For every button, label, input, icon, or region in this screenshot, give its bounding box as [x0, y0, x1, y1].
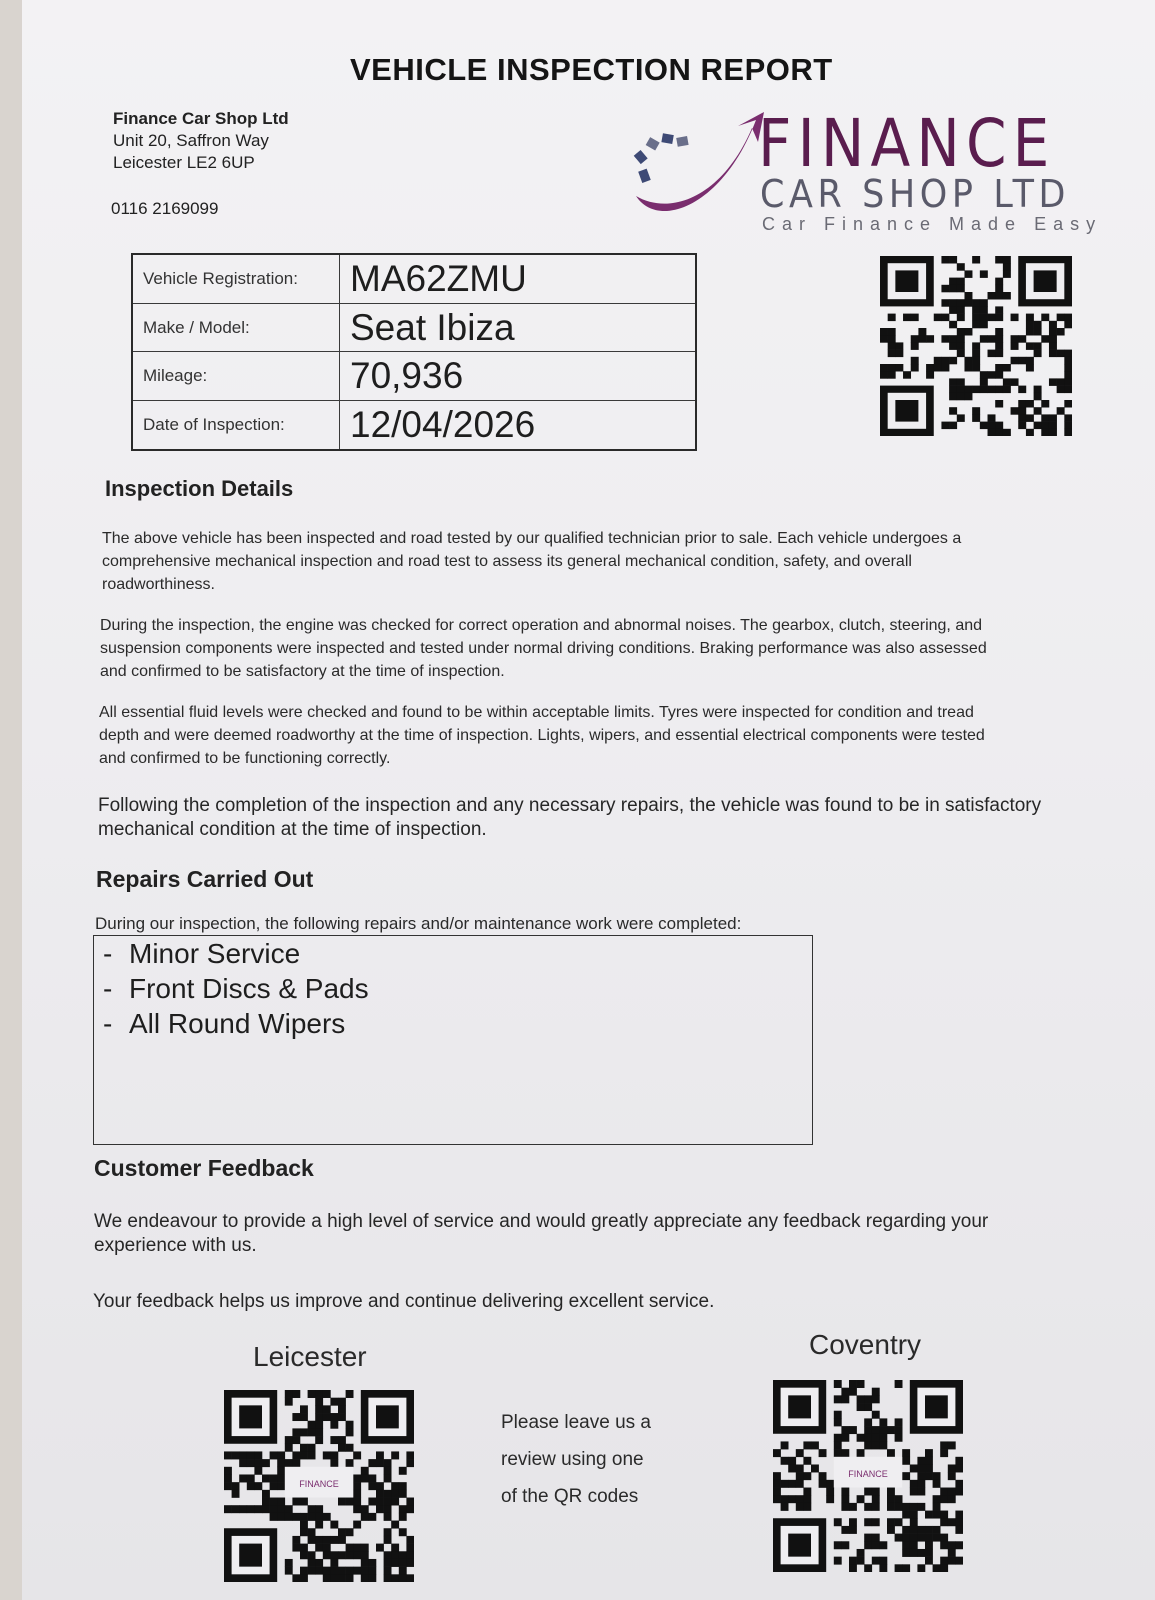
qr-logo-text: FINANCE: [848, 1468, 888, 1479]
repair-item-text: Front Discs & Pads: [129, 973, 369, 1004]
feedback-paragraph-2: Your feedback helps us improve and continue delivering excellent service.: [93, 1291, 715, 1312]
review-prompt: [501, 1404, 651, 1515]
address-line-1: Unit 20, Saffron Way: [113, 131, 269, 150]
paragraph-line: Following the completion of the inspection and any necessary repairs, the vehicle was found to be in satisfactory: [98, 795, 1042, 816]
make-model-value: Seat Ibiza: [340, 303, 697, 352]
paragraph-line: During the inspection, the engine was checked for correct operation and abnormal noises. The gearbox, clutch, steering, and: [100, 617, 983, 634]
table-row: [132, 303, 696, 352]
report-title: VEHICLE INSPECTION REPORT: [350, 52, 833, 87]
paragraph-line: All essential fluid levels were checked and found to be within acceptable limits. Tyres were inspected for condition and tread: [99, 704, 974, 721]
mileage-label: Mileage:: [132, 352, 340, 401]
leicester-qr-code-icon: [224, 1390, 414, 1582]
paragraph-line: and confirmed to be functioning correctly.: [99, 750, 391, 767]
company-address: [113, 108, 289, 174]
qr-code-icon: [880, 256, 1072, 436]
company-phone: 0116 2169099: [111, 199, 219, 218]
list-dash: -: [103, 1008, 113, 1039]
feedback-paragraph-1: [94, 1210, 1104, 1258]
vehicle-details-table: [131, 253, 697, 451]
coventry-label: Coventry: [809, 1329, 922, 1360]
mileage-value: 70,936: [340, 352, 697, 401]
inspection-date-value: 12/04/2026: [340, 401, 697, 450]
list-dash: -: [103, 973, 113, 1004]
inspection-paragraph-3: [99, 701, 1099, 770]
logo-word-finance: FINANCE: [758, 105, 1056, 182]
paragraph-line: experience with us.: [94, 1235, 257, 1256]
paragraph-line: suspension components were inspected and tested under normal driving conditions. Braking performance was also assessed: [100, 640, 987, 657]
repair-item-text: All Round Wipers: [129, 1008, 346, 1039]
vehicle-registration-value: MA62ZMU: [340, 254, 697, 303]
inspection-paragraph-4: [98, 794, 1108, 842]
review-line: of the QR codes: [501, 1486, 639, 1507]
list-item: [94, 1006, 812, 1041]
repairs-heading: Repairs Carried Out: [96, 866, 314, 892]
table-row: [132, 254, 696, 303]
paragraph-line: roadworthiness.: [102, 576, 215, 593]
list-item: [94, 936, 812, 971]
paragraph-line: comprehensive mechanical inspection and road test to assess its general mechanical condition, safety, and overall: [102, 553, 912, 570]
inspection-paragraph-2: [100, 614, 1100, 683]
leicester-label: Leicester: [253, 1341, 367, 1372]
paragraph-line: depth and were deemed roadworthy at the time of inspection. Lights, wipers, and essential electrical components were tested: [99, 727, 985, 744]
address-line-2: Leicester LE2 6UP: [113, 153, 255, 172]
company-name: Finance Car Shop Ltd: [113, 109, 289, 128]
logo-swoosh-icon: [618, 112, 768, 222]
list-dash: -: [103, 938, 113, 969]
qr-logo-text: FINANCE: [299, 1478, 339, 1489]
table-row: [132, 352, 696, 401]
paragraph-line: The above vehicle has been inspected and road tested by our qualified technician prior to sale. Each vehicle undergoes a: [102, 530, 962, 547]
list-item: [94, 971, 812, 1006]
vehicle-registration-label: Vehicle Registration:: [132, 254, 340, 303]
inspection-details-heading: Inspection Details: [105, 476, 294, 501]
repair-item-text: Minor Service: [129, 938, 301, 969]
inspection-date-label: Date of Inspection:: [132, 401, 340, 450]
paragraph-line: We endeavour to provide a high level of service and would greatly appreciate any feedback regarding your: [94, 1211, 989, 1232]
paragraph-line: mechanical condition at the time of inspection.: [98, 819, 487, 840]
logo-word-car-shop: CAR SHOP LTD: [760, 172, 1071, 216]
repairs-intro: During our inspection, the following repairs and/or maintenance work were completed:: [95, 914, 742, 933]
review-line: Please leave us a: [501, 1412, 651, 1433]
customer-feedback-heading: Customer Feedback: [94, 1155, 314, 1181]
paragraph-line: and confirmed to be satisfactory at the time of inspection.: [100, 663, 505, 680]
logo-tagline: Car Finance Made Easy: [762, 214, 1103, 234]
repairs-box: [93, 935, 813, 1145]
table-row: [132, 401, 696, 450]
coventry-qr-code-icon: [773, 1380, 963, 1572]
review-line: review using one: [501, 1449, 644, 1470]
inspection-paragraph-1: [102, 527, 1102, 596]
make-model-label: Make / Model:: [132, 303, 340, 352]
